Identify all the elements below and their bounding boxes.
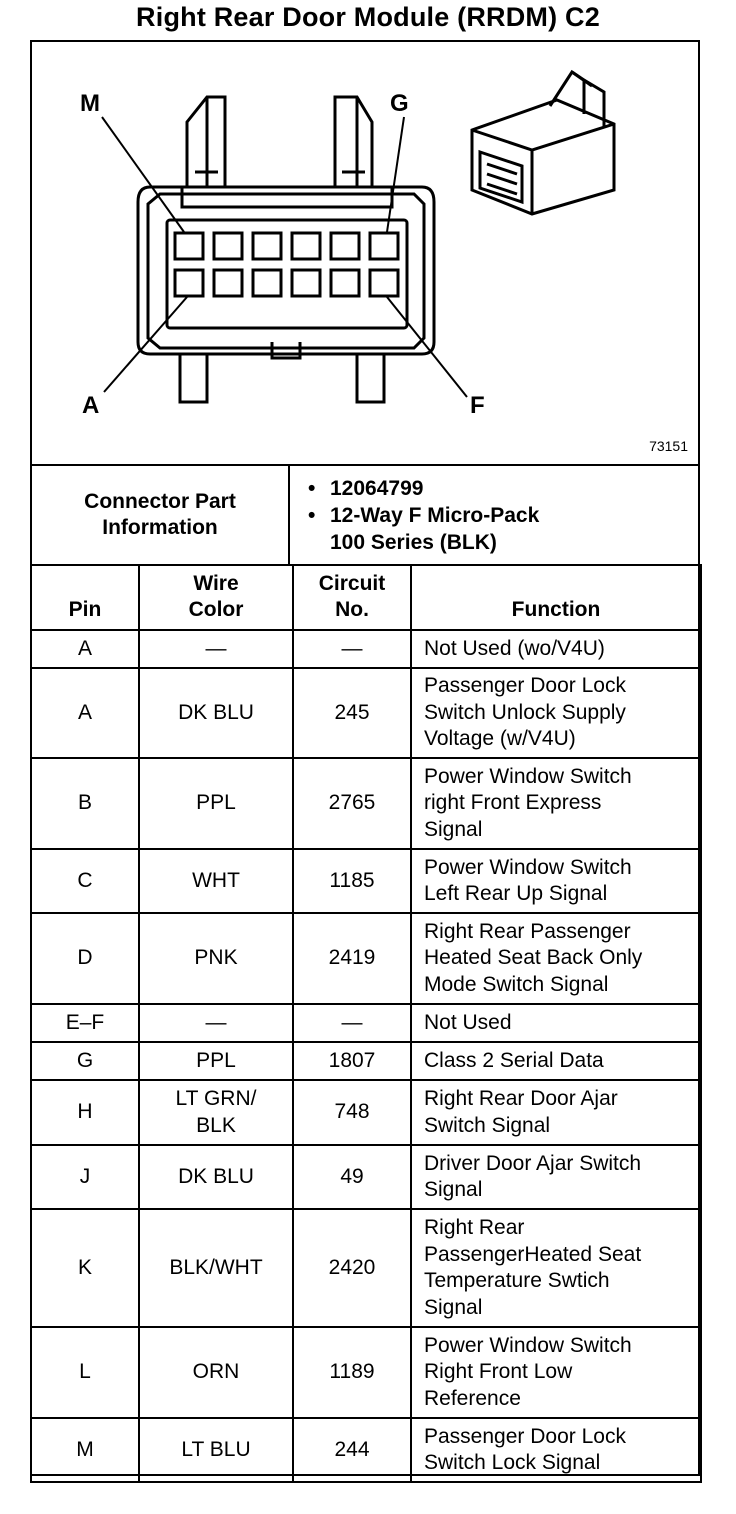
circuit-cell: 1185 — [293, 849, 411, 913]
pin-cell: L — [31, 1327, 139, 1418]
circuit-cell: — — [293, 1004, 411, 1042]
wire-color-cell: WHT — [139, 849, 293, 913]
pin-cell: B — [31, 758, 139, 849]
function-cell: Passenger Door Lock Switch Unlock Supply Voltage (w/V4U) — [411, 668, 701, 758]
part-number: • 12064799 — [330, 475, 697, 502]
wire-color-cell: PPL — [139, 1042, 293, 1080]
header-wire-color: Wire Color — [139, 565, 293, 630]
connector-info-values: • 12064799 • 12-Way F Micro-Pack 100 Series (BLK) — [289, 465, 699, 565]
table-row — [31, 1418, 701, 1482]
header-pin: Pin — [31, 565, 139, 630]
table-row — [31, 1042, 701, 1080]
table-row — [31, 1080, 701, 1145]
header-function: Function — [411, 565, 701, 630]
figure-number: 73151 — [649, 438, 688, 454]
wire-color-cell: DK BLU — [139, 1145, 293, 1209]
header-circuit: Circuit No. — [293, 565, 411, 630]
function-cell: Class 2 Serial Data — [411, 1042, 701, 1080]
connector-diagram — [32, 42, 698, 464]
wire-color-cell: PPL — [139, 758, 293, 849]
wire-color-cell: ORN — [139, 1327, 293, 1418]
table-row — [31, 913, 701, 1004]
callout-g: G — [390, 90, 409, 117]
table-row — [31, 1145, 701, 1209]
table-row — [31, 1209, 701, 1327]
function-cell: Not Used (wo/V4U) — [411, 630, 701, 668]
connector-info-table — [30, 464, 700, 566]
wire-color-cell: PNK — [139, 913, 293, 1004]
pin-cell: J — [31, 1145, 139, 1209]
callout-f: F — [470, 392, 485, 419]
connector-face-drawing — [32, 42, 698, 464]
wire-color-cell: DK BLU — [139, 668, 293, 758]
circuit-cell: 1807 — [293, 1042, 411, 1080]
pin-cell: M — [31, 1418, 139, 1482]
pin-cell: A — [31, 668, 139, 758]
table-row — [31, 1004, 701, 1042]
circuit-cell: 2419 — [293, 913, 411, 1004]
pin-cavities — [175, 233, 398, 296]
pinout-table — [30, 564, 702, 1483]
table-row — [31, 849, 701, 913]
table-row — [31, 1327, 701, 1418]
wire-color-cell: LT GRN/ BLK — [139, 1080, 293, 1145]
table-row — [31, 630, 701, 668]
circuit-cell: 748 — [293, 1080, 411, 1145]
wire-color-cell: LT BLU — [139, 1418, 293, 1482]
function-cell: Power Window Switch right Front Express Signal — [411, 758, 701, 849]
function-cell: Not Used — [411, 1004, 701, 1042]
circuit-cell: — — [293, 630, 411, 668]
pin-cell: K — [31, 1209, 139, 1327]
circuit-cell: 2420 — [293, 1209, 411, 1327]
pin-cell: D — [31, 913, 139, 1004]
wire-color-cell: — — [139, 1004, 293, 1042]
function-cell: Power Window Switch Left Rear Up Signal — [411, 849, 701, 913]
callout-m: M — [80, 90, 100, 117]
pin-cell: A — [31, 630, 139, 668]
function-cell: Passenger Door Lock Switch Lock Signal — [411, 1418, 701, 1482]
function-cell: Right Rear PassengerHeated Seat Temperature Swtich Signal — [411, 1209, 701, 1327]
pin-cell: C — [31, 849, 139, 913]
table-row — [31, 668, 701, 758]
pin-cell: E–F — [31, 1004, 139, 1042]
function-cell: Power Window Switch Right Front Low Reference — [411, 1327, 701, 1418]
circuit-cell: 2765 — [293, 758, 411, 849]
circuit-cell: 49 — [293, 1145, 411, 1209]
page-title: Right Rear Door Module (RRDM) C2 — [136, 2, 600, 32]
connector-3d-icon — [472, 72, 614, 214]
function-cell: Driver Door Ajar Switch Signal — [411, 1145, 701, 1209]
connector-info-label: Connector Part Information — [31, 465, 289, 565]
pin-cell: G — [31, 1042, 139, 1080]
table-row — [31, 758, 701, 849]
wire-color-cell: BLK/WHT — [139, 1209, 293, 1327]
wire-color-cell: — — [139, 630, 293, 668]
callout-a: A — [82, 392, 100, 419]
connector-description: • 12-Way F Micro-Pack — [330, 502, 697, 529]
function-cell: Right Rear Passenger Heated Seat Back Only Mode Switch Signal — [411, 913, 701, 1004]
circuit-cell: 244 — [293, 1418, 411, 1482]
circuit-cell: 1189 — [293, 1327, 411, 1418]
function-cell: Right Rear Door Ajar Switch Signal — [411, 1080, 701, 1145]
pin-cell: H — [31, 1080, 139, 1145]
circuit-cell: 245 — [293, 668, 411, 758]
